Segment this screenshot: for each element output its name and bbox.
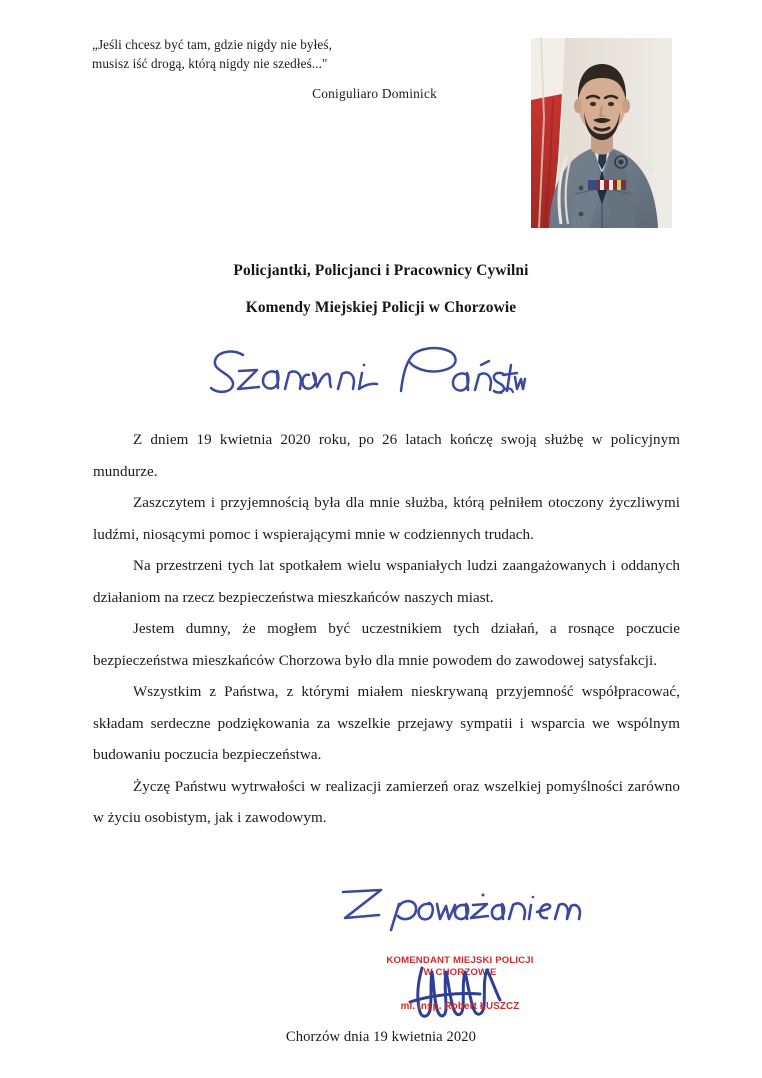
stamp-line-1: KOMENDANT MIEJSKI POLICJI (386, 955, 534, 966)
letter-body (93, 425, 680, 835)
quote-line-2: musisz iść drogą, którą nigdy nie szedłeś..." (92, 55, 328, 71)
place-and-date: Chorzów dnia 19 kwietnia 2020 (285, 1029, 477, 1045)
addressee-heading-line-2: Komendy Miejskiej Policji w Chorzowie (245, 299, 517, 316)
body-paragraph: Życzę Państwu wytrwałości w realizacji zamierzeń oraz wszelkiej pomyślności zarówno w życiu osobistym, jak i zawodowym. (93, 778, 680, 826)
body-paragraph: Wszystkim z Państwa, z którymi miałem nieskrywaną przyjemność współpracować, składam serdeczne podziękowania za wszelkie przejawy sympatii i wsparcia we wspólnym budowaniu poczucia bezpieczeństwa. (93, 684, 680, 763)
body-paragraph: Na przestrzeni tych lat spotkałem wielu wspaniałych ludzi zaangażowanych i oddanych działaniom na rzecz bezpieczeństwa mieszkańców naszych miast. (93, 558, 680, 606)
quote-author: Coniguliaro Dominick (312, 86, 437, 101)
stamp-line-2: W CHORZOWIE (423, 966, 497, 978)
body-paragraph: Z dniem 19 kwietnia 2020 roku, po 26 latach kończę swoją służbę w policyjnym mundurze. (93, 432, 680, 480)
officer-portrait-photo (531, 38, 672, 228)
handwritten-salutation (205, 343, 525, 401)
body-paragraph: Zaszczytem i przyjemnością była dla mnie służba, którą pełniłem otoczony życzliwymi ludźmi, niosącymi pomoc i wspierającymi mnie w codziennych trudach. (93, 495, 680, 543)
quote-line-1: „Jeśli chcesz być tam, gdzie nigdy nie byłeś, (92, 37, 332, 52)
body-paragraph: Jestem dumny, że mogłem być uczestnikiem tych działań, a rosnące poczucie bezpieczeństwa mieszkańców Chorzowa było dla mnie powodem do zawodowej satysfakcji. (93, 621, 680, 669)
handwritten-signature (408, 966, 538, 1028)
signatory-name: ml. insp. Robert ŁUSZCZ (400, 1001, 520, 1012)
handwritten-closing-regards (337, 884, 587, 932)
epigraph-quote (92, 36, 432, 73)
addressee-heading-line-1: Policjantki, Policjanci i Pracownicy Cywilni (233, 262, 529, 279)
